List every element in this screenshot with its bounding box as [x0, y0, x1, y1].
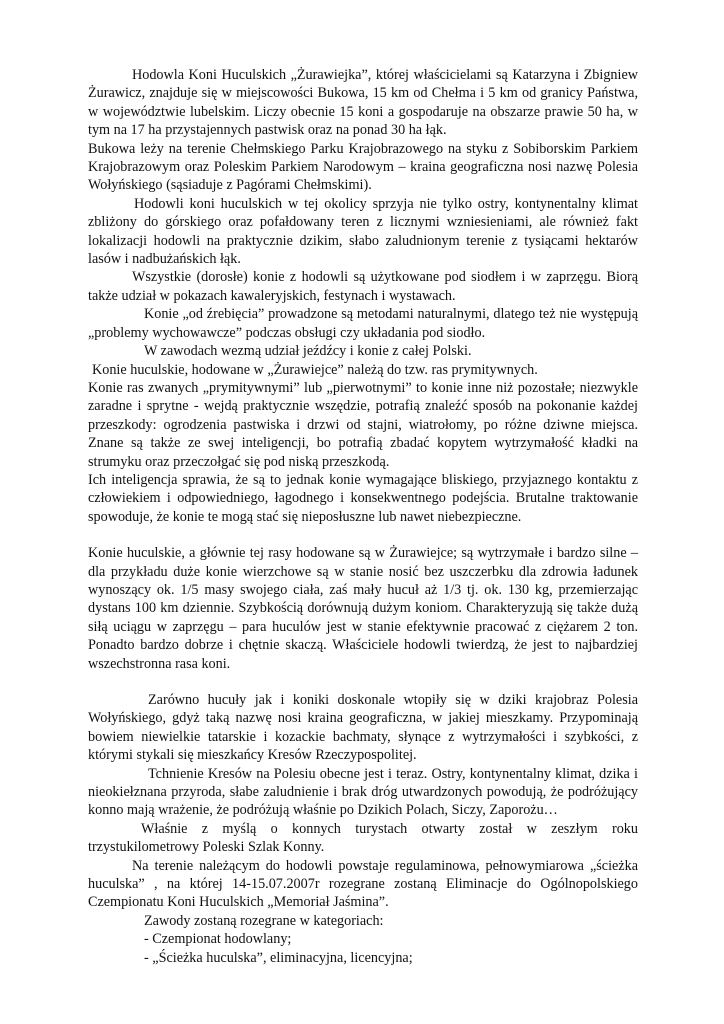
paragraph-primitive-description: Konie ras zwanych „prymitywnymi” lub „pierwotnymi” to konie inne niż pozostałe; niezwykle zaradne i sprytne - wejdą praktycznie wszędzie, potrafią znaleźć sposób na pokonanie każdej przeszkody: ogrodzenia pastwiska i drzwi od stajni, wiatrołomy, po różne dziwne miejsca. Znane są także ze swej inteligencji, bo potrafią zbadać kopytem wytrzymałość kładki na strumyku oraz przeczołgać się pod niską przeszkodą.: [88, 379, 638, 470]
paragraph-categories-intro: Zawody zostaną rozegrane w kategoriach:: [144, 912, 384, 929]
paragraph-landscape: Zarówno hucuły jak i koniki doskonale wtopiły się w dziki krajobraz Polesia Wołyńskiego, gdyż taką nazwę nosi kraina geograficzna, w jakiej mieszkamy. Przypominają bowiem niewielkie tatarskie i kozackie bachmaty, słynące z wytrzymałości i szybkości, z którymi stykali się mieszkańcy Kresów Rzeczypospolitej.: [88, 692, 638, 764]
paragraph-horse-trail: Właśnie z myślą o konnych turystach otwarty został w zeszłym roku trzystukilometrowy Poleski Szlak Konny.: [88, 820, 638, 856]
paragraph-hucul-path: Na terenie należącym do hodowli powstaje regulaminowa, pełnowymiarowa „ścieżka huculska” , na której 14-15.07.2007r rozegrane zostaną Eliminacje do Ogólnopolskiego Czempionatu Koni Huculskich „Memoriał Jaśmina”.: [88, 857, 638, 911]
paragraph-strength: Konie huculskie, a głównie tej rasy hodowane są w Żurawiejce; są wytrzymałe i bardzo silne – dla przykładu duże konie wierzchowe są w stanie nosić bez uszczerbku dla zdrowia ładunek wynoszący ok. 1/5 masy swojego ciała, zaś mały hucuł aż 1/3 tj. ok. 130 kg, przemierzając dystans 100 km dziennie. Szybkością dorównują dużym koniom. Charakteryzują się także dużą siłą uciągu w zaprzęgu – para huculów jest w stanie efektywnie pracować z ciężarem 2 ton. Ponadto bardzo dobrze i chętnie skaczą. Właściciele hodowli twierdzą, że jest to najbardziej wszechstronna rasa koni.: [88, 545, 638, 672]
paragraph-climate: Hodowli koni huculskich w tej okolicy sprzyja nie tylko ostry, kontynentalny klimat zbliżony do górskiego oraz pofałdowany teren z licznymi wzniesieniami, ale również fakt lokalizacji hodowli na praktycznie dzikim, słabo zaludnionym terenie z tysiącami hektarów lasów i nadbużańskich łąk.: [88, 195, 638, 268]
paragraph-primitive-breeds: Konie huculskie, hodowane w „Żurawiejce” należą do tzw. ras prymitywnych.: [92, 361, 538, 378]
paragraph-kresy: Tchnienie Kresów na Polesiu obecne jest i teraz. Ostry, kontynentalny klimat, dzika i nieokiełznana przyroda, słabe zaludnienie i brak dróg utwardzonych powodują, że podróżujący konno mają wrażenie, że podróżują właśnie po Dzikich Polach, Siczy, Zaporożu…: [88, 765, 638, 819]
document-page: [88, 66, 638, 967]
paragraph-intelligence: Ich inteligencja sprawia, że są to jednak konie wymagające bliskiego, przyjaznego kontaktu z człowiekiem i odpowiedniego, łagodnego i konsekwentnego podejścia. Brutalne traktowanie spowoduje, że konie te mogą stać się nieposłuszne lub nawet niebezpieczne.: [88, 471, 638, 525]
paragraph-training: Konie „od źrebięcia” prowadzone są metodami naturalnymi, dlatego też nie występują „problemy wychowawcze” podczas obsługi czy układania pod siodło.: [88, 306, 638, 341]
list-item: - „Ścieżka huculska”, eliminacyjna, licencyjna;: [144, 949, 413, 966]
paragraph-competition-participants: W zawodach wezmą udział jeźdźcy i konie z całej Polski.: [144, 343, 472, 360]
paragraph-intro: Hodowla Koni Huculskich „Żurawiejka”, której właścicielami są Katarzyna i Zbigniew Żurawicz, znajduje się w miejscowości Bukowa, 15 km od Chełma i 5 km od granicy Państwa, w województwie lubelskim. Liczy obecnie 15 koni a gospodaruje na obszarze prawie 50 ha, w tym na 17 ha przystajennych pastwisk oraz na ponad 30 ha łąk.: [88, 67, 638, 139]
paragraph-usage: Wszystkie (dorosłe) konie z hodowli są użytkowane pod siodłem i w zaprzęgu. Biorą także udział w pokazach kawaleryjskich, festynach i wystawach.: [88, 269, 638, 304]
paragraph-location: Bukowa leży na terenie Chełmskiego Parku Krajobrazowego na styku z Sobiborskim Parkiem Krajobrazowym oraz Poleskim Parkiem Narodowym – kraina geograficzna nosi nazwę Polesia Wołyńskiego (sąsiaduje z Pagórami Chełmskimi).: [88, 140, 638, 194]
list-item: - Czempionat hodowlany;: [144, 931, 292, 948]
